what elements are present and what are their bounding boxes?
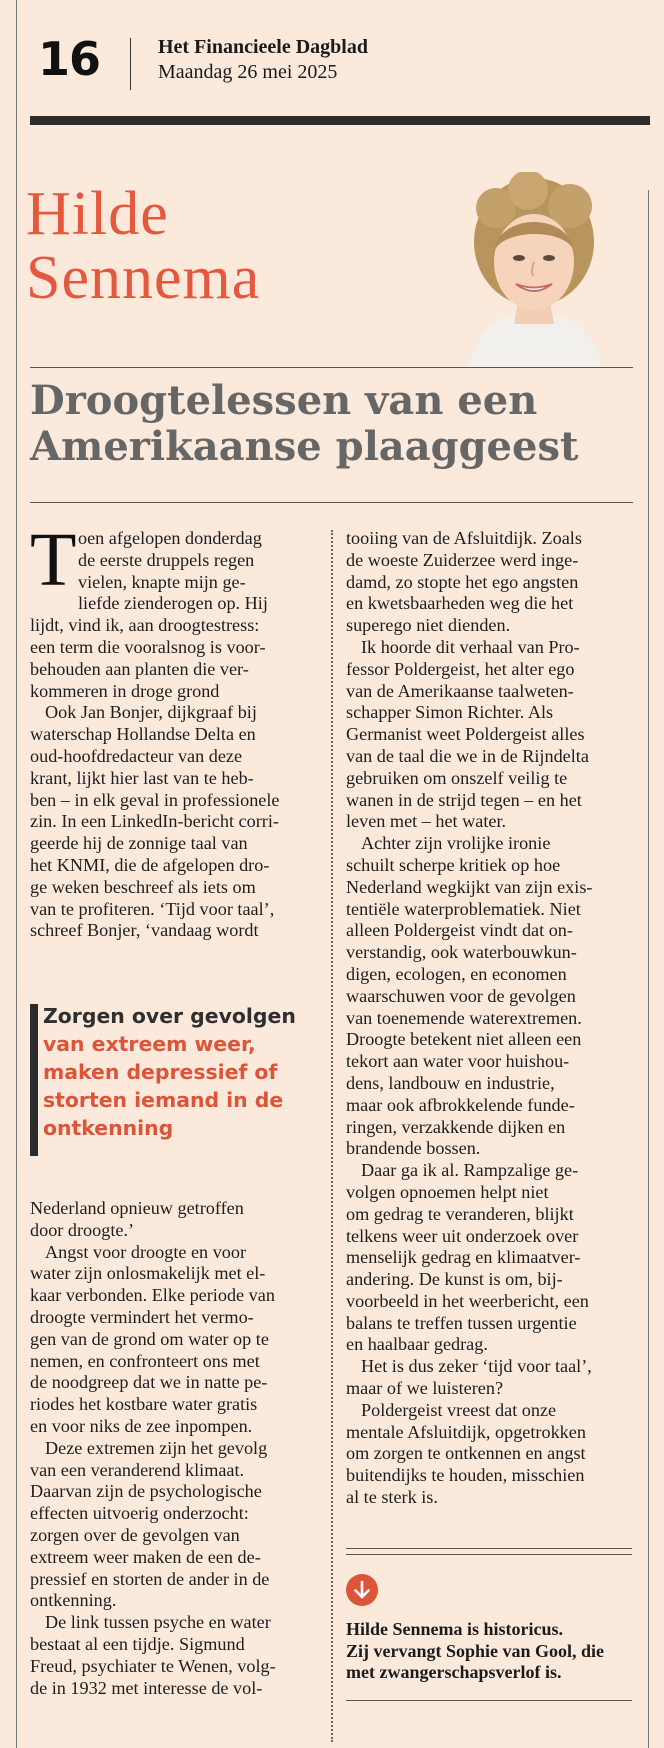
text-line: Deze extremen zijn het gevolg [45, 1437, 268, 1458]
pull-quote-line: maken depressief of [43, 1060, 278, 1084]
bio-line: Hilde Sennema is historicus. [346, 1619, 564, 1639]
text-line: ringen, verzakkende dijken en [346, 1116, 566, 1137]
text-line: en voor niks de zee inpompen. [30, 1415, 253, 1436]
text-line: gen van de grond om water op te [30, 1328, 269, 1349]
text-line: Achter zijn vrolijke ironie [361, 833, 551, 854]
text-line: nemen, en confronteert ons met [30, 1350, 260, 1371]
text-line: vielen, knapte mijn ge- [78, 571, 246, 592]
text-line: schuilt scherpe kritiek op hoe [346, 854, 561, 875]
text-line: verstandig, ook waterbouwkun- [346, 942, 577, 963]
text-line: van de taal die we in de Rijndelta [346, 745, 589, 766]
text-line: oud-hoofdredacteur van deze [30, 745, 243, 766]
text-line: tekort aan water voor huishou- [346, 1051, 570, 1072]
title-top-rule [30, 367, 633, 368]
text-line: ontkenning. [30, 1590, 117, 1611]
text-line: superego niet dienden. [346, 615, 511, 636]
text-line: ge weken beschreef als iets om [30, 876, 256, 897]
text-line: telkens weer uit onderzoek over [346, 1225, 579, 1246]
text-line: volgen opnoemen helpt niet [346, 1181, 549, 1202]
text-line: geerde hij de zonnige taal van [30, 833, 248, 854]
text-line: schreef Bonjer, ‘vandaag wordt [30, 920, 259, 941]
text-line: het KNMI, die de afgelopen dro- [30, 854, 270, 875]
page-number: 16 [38, 32, 101, 86]
bio-line: Zij vervangt Sophie van Gool, die [346, 1640, 605, 1661]
text-line: Nederland wegkijkt van zijn exis- [346, 876, 593, 897]
text-line: maar of we luisteren? [346, 1378, 504, 1399]
end-rule [346, 1548, 632, 1549]
text-line: Nederland opnieuw getroffen [30, 1198, 244, 1218]
text-line: de woeste Zuiderzee werd inge- [346, 549, 579, 570]
text-line: droogte vermindert het vermo- [30, 1306, 254, 1327]
text-line: door droogte.’ [30, 1219, 135, 1240]
text-line: behouden aan planten die ver- [30, 658, 249, 679]
text-line: Ook Jan Bonjer, dijkgraaf bij [45, 702, 257, 723]
page-edge-right [648, 190, 649, 1748]
text-line: voorbeeld in het weerbericht, een [346, 1290, 589, 1311]
page-edge-left [16, 0, 17, 1748]
title-bottom-rule [30, 502, 633, 503]
author-name [26, 182, 260, 310]
text-line: Daarvan zijn de psychologische [30, 1481, 262, 1502]
text-line: zorgen over de gevolgen van [30, 1524, 240, 1545]
bio-bottom-rule [346, 1700, 632, 1701]
text-line: om gedrag te veranderen, blijkt [346, 1203, 574, 1224]
text-line: fessor Poldergeist, het alter ego [346, 658, 575, 679]
text-line: Germanist weet Poldergeist alles [346, 724, 585, 745]
header-bar [30, 116, 650, 125]
text-line: Poldergeist vreest dat onze [361, 1399, 557, 1420]
column-2 [346, 528, 636, 1509]
text-line: van de Amerikaanse taalweten- [346, 680, 574, 701]
header-divider [130, 38, 131, 90]
bio-line: met zwangerschapsverlof is. [346, 1662, 562, 1682]
text-line: oen afgelopen donderdag [78, 528, 262, 548]
text-line: ben – in elk geval in professionele [30, 789, 280, 810]
text-line: en kwetsbaarheden weg die het [346, 593, 574, 614]
text-line: maar ook afbrokkelende funde- [346, 1094, 575, 1115]
text-line: van te profiteren. ‘Tijd voor taal’, [30, 898, 275, 919]
pull-quote-bar [30, 1004, 38, 1156]
text-line: en haalbaar gedrag. [346, 1334, 488, 1355]
text-line: krant, lijkt hier last van te heb- [30, 767, 254, 788]
text-line: gebruiken om onszelf veilig te [346, 767, 568, 788]
text-line: mentale Afsluitdijk, opgetrokken [346, 1421, 586, 1442]
text-line: van toenemende waterextremen. [346, 1007, 582, 1028]
author-bio [346, 1619, 636, 1684]
text-line: zin. In een LinkedIn-bericht corri- [30, 811, 279, 832]
text-line: de noodgreep dat we in natte pe- [30, 1372, 268, 1393]
issue-date: Maandag 26 mei 2025 [158, 61, 338, 83]
text-line: leven met – het water. [346, 811, 507, 832]
text-line: wanen in de strijd tegen – en het [346, 789, 582, 810]
end-rule [346, 1554, 632, 1555]
text-line: kommeren in droge grond [30, 680, 220, 701]
text-line: De link tussen psyche en water [45, 1612, 271, 1633]
text-line: digen, ecologen, en economen [346, 963, 567, 984]
text-line: een term die vooralsnog is voor- [30, 636, 266, 657]
text-line: Het is dus zeker ‘tijd voor taal’, [361, 1356, 592, 1377]
text-line: tooiing van de Afsluitdijk. Zoals [346, 528, 582, 548]
text-line: pressief en storten de ander in de [30, 1568, 270, 1589]
text-line: balans te treffen tussen urgentie [346, 1312, 577, 1333]
text-line: kaar verbonden. Elke periode van [30, 1285, 275, 1306]
column-1-bottom [30, 1198, 330, 1699]
text-line: andering. De kunst is om, bij- [346, 1269, 563, 1290]
text-line: de eerste druppels regen [78, 549, 255, 570]
text-line: schapper Simon Richter. Als [346, 702, 554, 723]
text-line: bestaat al een tijdje. Sigmund [30, 1633, 245, 1654]
column-divider [331, 530, 333, 1742]
text-line: Angst voor droogte en voor [45, 1241, 247, 1262]
drop-cap: T [30, 518, 77, 602]
pull-quote-line: ontkenning [43, 1116, 174, 1140]
text-line: effecten uitvoerig onderzocht: [30, 1503, 249, 1524]
text-line: lijdt, vind ik, aan droogtestress: [30, 615, 260, 636]
pull-quote-line: storten iemand in de [43, 1088, 284, 1112]
text-line: Ik hoorde dit verhaal van Pro- [361, 636, 580, 657]
headline-line: Amerikaanse plaaggeest [30, 423, 579, 470]
text-line: water zijn onlosmakelijk met el- [30, 1263, 266, 1284]
text-line: brandende bossen. [346, 1138, 481, 1159]
pull-quote-lead: Zorgen over gevolgen [43, 1004, 296, 1028]
article-headline [30, 378, 630, 470]
column-1-top [30, 518, 330, 942]
headline-line: Droogtelessen van een [30, 377, 538, 424]
author-last-name: Sennema [26, 244, 261, 312]
text-line: liefde zienderogen op. Hij [78, 593, 268, 614]
text-line: riodes het kostbare water gratis [30, 1394, 258, 1415]
text-line: tentiële waterproblematiek. Niet [346, 898, 581, 919]
text-line: waarschuwen voor de gevolgen [346, 985, 576, 1006]
text-line: alleen Poldergeist vindt dat on- [346, 920, 573, 941]
text-line: menselijk gedrag en klimaatver- [346, 1247, 581, 1268]
text-line: buitendijks te houden, misschien [346, 1465, 585, 1486]
text-line: waterschap Hollandse Delta en [30, 724, 256, 745]
arrow-down-icon [346, 1574, 378, 1606]
pull-quote-line: van extreem weer, [43, 1032, 256, 1056]
text-line: damd, zo stopte het ego angsten [346, 571, 579, 592]
text-line: om zorgen te ontkennen en angst [346, 1443, 586, 1464]
text-line: de in 1932 met interesse de vol- [30, 1677, 263, 1698]
text-line: van een veranderend klimaat. [30, 1459, 245, 1480]
author-first-name: Hilde [26, 180, 169, 248]
newspaper-name: Het Financieele Dagblad [158, 36, 368, 58]
text-line: Freud, psychiater te Wenen, volg- [30, 1655, 276, 1676]
text-line: al te sterk is. [346, 1487, 438, 1508]
author-photo [458, 172, 608, 366]
text-line: dens, landbouw en industrie, [346, 1072, 555, 1093]
text-line: Droogte betekent niet alleen een [346, 1029, 582, 1050]
text-line: Daar ga ik al. Rampzalige ge- [361, 1160, 579, 1181]
text-line: extreem weer maken de een de- [30, 1546, 261, 1567]
